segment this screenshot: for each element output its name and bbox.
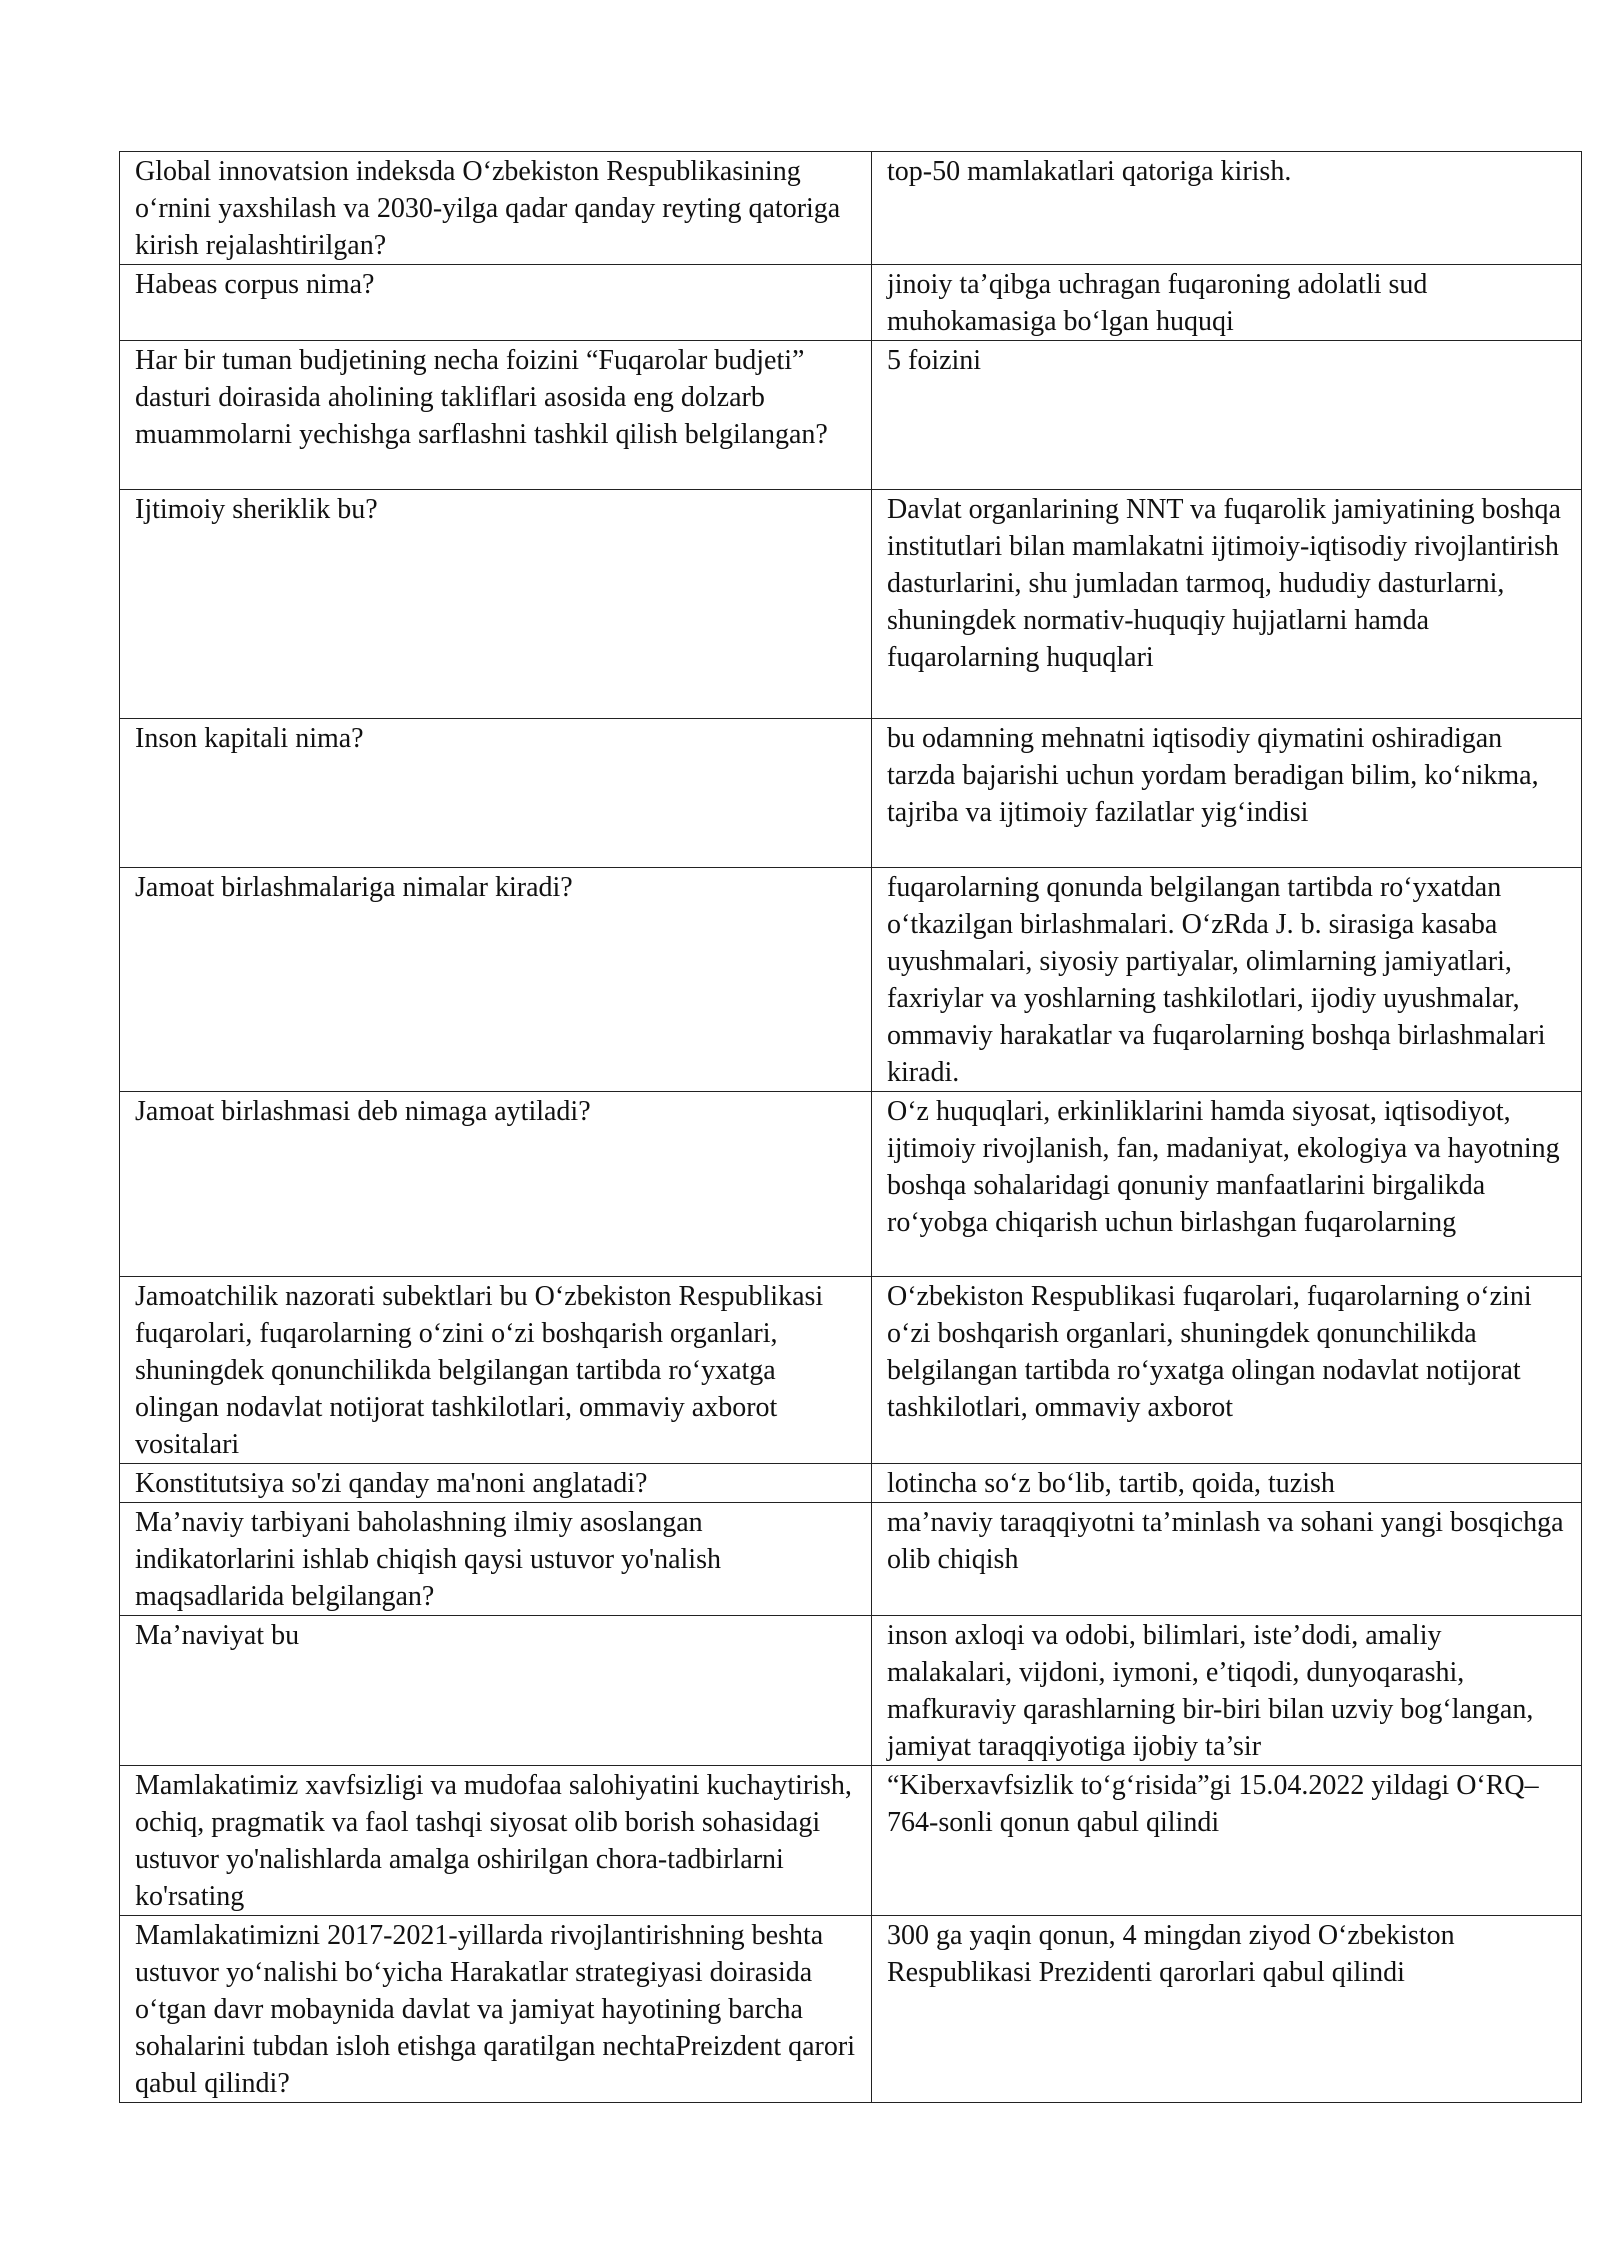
table-row [120,1916,1582,2103]
answer-cell: “Kiberxavfsizlik to‘g‘risida”gi 15.04.2022 yildagi O‘RQ–764-sonli qonun qabul qilindi [872,1766,1582,1916]
question-cell: Ijtimoiy sheriklik bu? [120,490,872,719]
answer-cell: jinoiy ta’qibga uchragan fuqaroning adolatli sud muhokamasiga bo‘lgan huquqi [872,265,1582,341]
question-cell: Har bir tuman budjetining necha foizini “Fuqarolar budjeti” dasturi doirasida aholining takliflari asosida eng dolzarb muammolarni yechishga sarflashni tashkil qilish belgilangan? [120,341,872,490]
table-row [120,719,1582,868]
table-row [120,152,1582,265]
question-cell: Mamlakatimiz xavfsizligi va mudofaa salohiyatini kuchaytirish, ochiq, pragmatik va faol tashqi siyosat olib borish sohasidagi ustuvor yo'nalishlarda amalga oshirilgan chora-tadbirlarni ko'rsating [120,1766,872,1916]
answer-cell: ma’naviy taraqqiyotni ta’minlash va sohani yangi bosqichga olib chiqish [872,1503,1582,1616]
answer-cell: 300 ga yaqin qonun, 4 mingdan ziyod O‘zbekiston Respublikasi Prezidenti qarorlari qabul qilindi [872,1916,1582,2103]
answer-cell: 5 foizini [872,341,1582,490]
answer-cell: Davlat organlarining NNT va fuqarolik jamiyatining boshqa institutlari bilan mamlakatni ijtimoiy-iqtisodiy rivojlantirish dasturlarini, shu jumladan tarmoq, hududiy dasturlarni, shuningdek normativ-huquqiy hujjatlarni hamda fuqarolarning huquqlari [872,490,1582,719]
question-cell: Ma’naviyat bu [120,1616,872,1766]
question-cell: Jamoat birlashmasi deb nimaga aytiladi? [120,1092,872,1277]
table-row [120,1616,1582,1766]
question-cell: Mamlakatimizni 2017-2021-yillarda rivojlantirishning beshta ustuvor yo‘nalishi bo‘yicha Harakatlar strategiyasi doirasida o‘tgan davr mobaynida davlat va jamiyat hayotining barcha sohalarini tubdan isloh etishga qaratilgan nechtaPreizdent qarori qabul qilindi? [120,1916,872,2103]
table-row [120,341,1582,490]
answer-cell: lotincha so‘z bo‘lib, tartib, qoida, tuzish [872,1464,1582,1503]
table-row [120,1503,1582,1616]
answer-cell: O‘zbekiston Respublikasi fuqarolari, fuqarolarning o‘zini o‘zi boshqarish organlari, shuningdek qonunchilikda belgilangan tartibda ro‘yxatga olingan nodavlat notijorat tashkilotlari, ommaviy axborot [872,1277,1582,1464]
table-row [120,1277,1582,1464]
table-row [120,1092,1582,1277]
answer-cell: inson axloqi va odobi, bilimlari, iste’dodi, amaliy malakalari, vijdoni, iymoni, e’tiqodi, dunyoqarashi, mafkuraviy qarashlarning bir-biri bilan uzviy bog‘langan, jamiyat taraqqiyotiga ijobiy ta’sir [872,1616,1582,1766]
question-cell: Habeas corpus nima? [120,265,872,341]
table-row [120,1464,1582,1503]
answer-cell: bu odamning mehnatni iqtisodiy qiymatini oshiradigan tarzda bajarishi uchun yordam beradigan bilim, ko‘nikma, tajriba va ijtimoiy fazilatlar yig‘indisi [872,719,1582,868]
question-cell: Konstitutsiya so'zi qanday ma'noni anglatadi? [120,1464,872,1503]
question-cell: Global innovatsion indeksda O‘zbekiston Respublikasining o‘rnini yaxshilash va 2030-yilga qadar qanday reyting qatoriga kirish rejalashtirilgan? [120,152,872,265]
question-cell: Ma’naviy tarbiyani baholashning ilmiy asoslangan indikatorlarini ishlab chiqish qaysi ustuvor yo'nalish maqsadlarida belgilangan? [120,1503,872,1616]
answer-cell: O‘z huquqlari, erkinliklarini hamda siyosat, iqtisodiyot, ijtimoiy rivojlanish, fan, madaniyat, ekologiya va hayotning boshqa sohalaridagi qonuniy manfaatlarini birgalikda ro‘yobga chiqarish uchun birlashgan fuqarolarning [872,1092,1582,1277]
qa-table [119,151,1582,2103]
table-row [120,265,1582,341]
answer-cell: top-50 mamlakatlari qatoriga kirish. [872,152,1582,265]
question-cell: Inson kapitali nima? [120,719,872,868]
answer-cell: fuqarolarning qonunda belgilangan tartibda ro‘yxatdan o‘tkazilgan birlashmalari. O‘zRda J. b. sirasiga kasaba uyushmalari, siyosiy partiyalar, olimlarning jamiyatlari, faxriylar va yoshlarning tashkilotlari, ijodiy uyushmalar, ommaviy harakatlar va fuqarolarning boshqa birlashmalari kiradi. [872,868,1582,1092]
question-cell: Jamoatchilik nazorati subektlari bu O‘zbekiston Respublikasi fuqarolari, fuqarolarning o‘zini o‘zi boshqarish organlari, shuningdek qonunchilikda belgilangan tartibda ro‘yxatga olingan nodavlat notijorat tashkilotlari, ommaviy axborot vositalari [120,1277,872,1464]
question-cell: Jamoat birlashmalariga nimalar kiradi? [120,868,872,1092]
table-row [120,1766,1582,1916]
table-row [120,490,1582,719]
table-row [120,868,1582,1092]
